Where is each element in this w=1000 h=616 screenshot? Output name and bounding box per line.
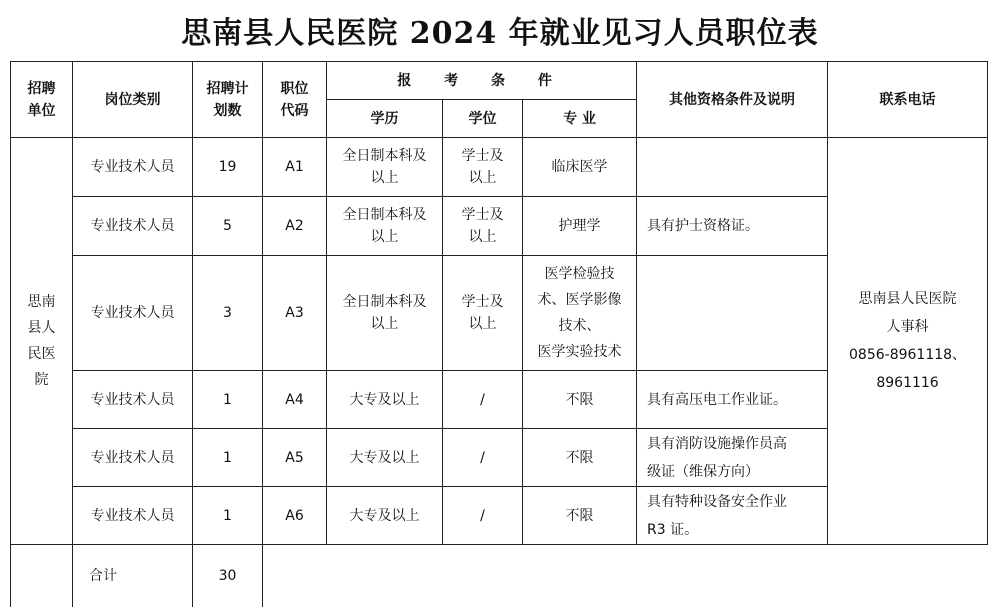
- header-conditions: 报 考 条 件: [327, 62, 637, 100]
- major-line: 不限: [565, 507, 594, 524]
- degree-cell: [443, 197, 523, 256]
- degree-cell: [443, 429, 523, 487]
- major-cell: [523, 371, 637, 429]
- header-plan-line: 招聘计: [206, 80, 249, 97]
- header-unit-line: 招聘: [27, 80, 56, 97]
- other-line: R3 证。: [647, 521, 699, 538]
- contact-line: 0856-8961118、: [849, 347, 967, 363]
- education-line: 以上: [370, 229, 399, 245]
- header-phone: 联系电话: [828, 62, 988, 138]
- header-other: 其他资格条件及说明: [637, 62, 828, 138]
- header-plan-line: 划数: [213, 102, 242, 119]
- major-cell: [523, 197, 637, 256]
- total-unit-cell: [11, 545, 73, 607]
- category-cell: 专业技术人员: [73, 429, 193, 487]
- header-plan: [193, 62, 263, 138]
- education-line: 全日制本科及: [342, 294, 427, 310]
- education-line: 大专及以上: [349, 507, 420, 524]
- degree-cell: [443, 487, 523, 545]
- other-cell: [637, 371, 828, 429]
- education-line: 大专及以上: [349, 449, 420, 466]
- major-cell: [523, 429, 637, 487]
- degree-line: 学士及: [461, 294, 504, 310]
- education-cell: [327, 197, 443, 256]
- header-education: 学历: [327, 100, 443, 138]
- category-cell: 专业技术人员: [73, 197, 193, 256]
- other-line: 级证（维保方向）: [647, 463, 760, 480]
- table-row: [11, 138, 988, 197]
- header-row-1: [11, 62, 988, 100]
- education-line: 以上: [370, 170, 399, 186]
- count-cell: 1: [193, 371, 263, 429]
- count-cell: 5: [193, 197, 263, 256]
- total-empty-cell: [263, 545, 988, 607]
- education-line: 全日制本科及: [342, 207, 427, 223]
- header-unit-line: 单位: [27, 102, 56, 119]
- code-cell: A4: [263, 371, 327, 429]
- count-cell: 1: [193, 429, 263, 487]
- other-line: 具有特种设备安全作业: [647, 493, 788, 510]
- header-code-line: 代码: [280, 102, 309, 119]
- header-category: 岗位类别: [73, 62, 193, 138]
- other-line: 具有消防设施操作员高: [647, 435, 788, 452]
- other-cell: [637, 197, 828, 256]
- other-line: 具有护士资格证。: [647, 218, 760, 234]
- major-line: 医学检验技: [544, 266, 615, 282]
- total-row: [11, 545, 988, 607]
- unit-name-line: 思南: [27, 294, 56, 310]
- other-cell: [637, 429, 828, 487]
- major-line: 术、医学影像: [537, 292, 622, 308]
- header-code: [263, 62, 327, 138]
- category-cell: 专业技术人员: [73, 487, 193, 545]
- code-cell: A5: [263, 429, 327, 487]
- header-degree: 学位: [443, 100, 523, 138]
- education-line: 全日制本科及: [342, 148, 427, 164]
- total-label: 合计: [73, 545, 193, 607]
- category-cell: 专业技术人员: [73, 138, 193, 197]
- category-cell: 专业技术人员: [73, 256, 193, 371]
- unit-name-line: 院: [34, 372, 49, 388]
- degree-line: 以上: [468, 316, 497, 332]
- degree-cell: [443, 138, 523, 197]
- contact-line: 思南县人民医院: [858, 291, 957, 307]
- code-cell: A3: [263, 256, 327, 371]
- degree-line: 学士及: [461, 148, 504, 164]
- major-cell: [523, 487, 637, 545]
- major-line: 不限: [565, 391, 594, 408]
- header-unit: [11, 62, 73, 138]
- other-cell: [637, 138, 828, 197]
- degree-line: /: [480, 507, 485, 524]
- education-cell: [327, 487, 443, 545]
- major-line: 技术、: [558, 318, 601, 334]
- count-cell: 19: [193, 138, 263, 197]
- education-line: 以上: [370, 316, 399, 332]
- contact-line: 8961116: [876, 375, 939, 391]
- unit-name-line: 民医: [27, 346, 56, 362]
- unit-name-cell: [11, 138, 73, 545]
- category-cell: 专业技术人员: [73, 371, 193, 429]
- other-line: 具有高压电工作业证。: [647, 391, 788, 408]
- code-cell: A1: [263, 138, 327, 197]
- major-line: 不限: [565, 449, 594, 466]
- count-cell: 1: [193, 487, 263, 545]
- total-value: 30: [193, 545, 263, 607]
- major-line: 医学实验技术: [537, 344, 622, 360]
- other-cell: [637, 487, 828, 545]
- degree-cell: [443, 371, 523, 429]
- degree-line: /: [480, 391, 485, 408]
- degree-line: 学士及: [461, 207, 504, 223]
- unit-name-line: 县人: [27, 320, 56, 336]
- degree-line: 以上: [468, 170, 497, 186]
- contact-line: 人事科: [886, 319, 929, 335]
- major-cell: [523, 138, 637, 197]
- positions-table: [10, 61, 988, 607]
- education-line: 大专及以上: [349, 391, 420, 408]
- degree-cell: [443, 256, 523, 371]
- education-cell: [327, 371, 443, 429]
- education-cell: [327, 138, 443, 197]
- contact-cell: [828, 138, 988, 545]
- count-cell: 3: [193, 256, 263, 371]
- header-major: 专 业: [523, 100, 637, 138]
- major-cell: [523, 256, 637, 371]
- major-line: 临床医学: [551, 159, 608, 175]
- code-cell: A6: [263, 487, 327, 545]
- code-cell: A2: [263, 197, 327, 256]
- education-cell: [327, 429, 443, 487]
- degree-line: /: [480, 449, 485, 466]
- other-cell: [637, 256, 828, 371]
- header-code-line: 职位: [280, 80, 309, 97]
- degree-line: 以上: [468, 229, 497, 245]
- education-cell: [327, 256, 443, 371]
- major-line: 护理学: [558, 218, 601, 234]
- page-title: 思南县人民医院 2024 年就业见习人员职位表: [181, 16, 819, 51]
